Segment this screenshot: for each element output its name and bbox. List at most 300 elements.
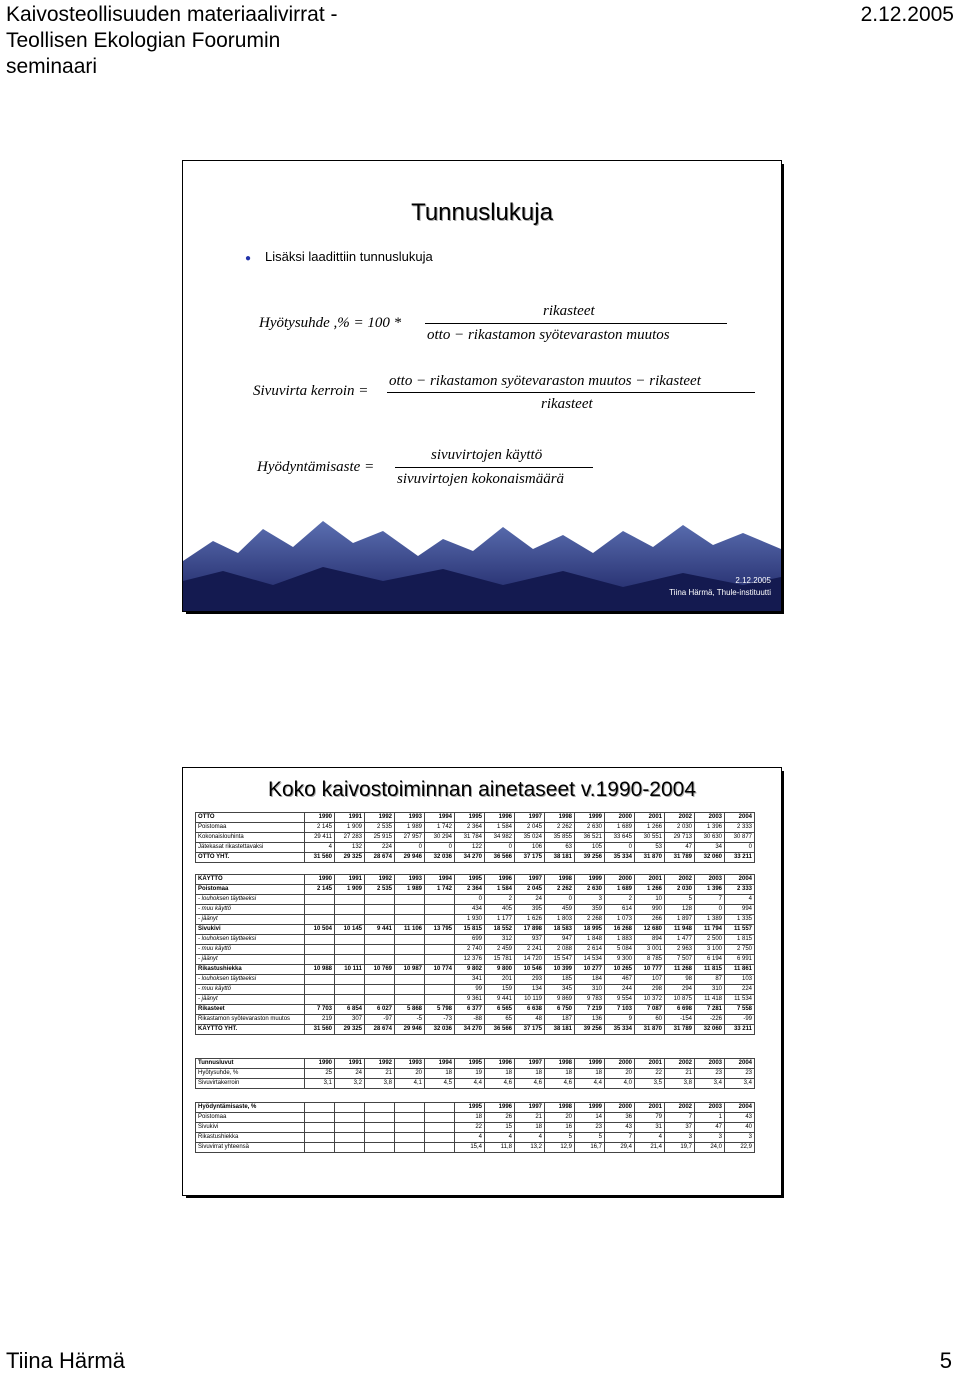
table-cell: 7 219 [575, 1005, 605, 1015]
document-title [6, 2, 337, 80]
table-cell: 5 084 [605, 945, 635, 955]
table-row [196, 843, 755, 853]
table-cell: 10 987 [395, 965, 425, 975]
table-cell [335, 1133, 365, 1143]
table-cell: 3,2 [335, 1079, 365, 1089]
table-cell [335, 1113, 365, 1123]
table-cell [395, 1123, 425, 1133]
table-cell: 13,2 [515, 1143, 545, 1153]
table-cell: 11 106 [395, 925, 425, 935]
row-label: Sivuvirrat yhteensä [196, 1143, 305, 1153]
table-cell: 1 742 [425, 823, 455, 833]
table-cell: 31 870 [635, 1025, 665, 1035]
table-cell [425, 1143, 455, 1153]
table-cell: 1 930 [455, 915, 485, 925]
table-cell: 15 547 [545, 955, 575, 965]
table-cell: 434 [455, 905, 485, 915]
table-cell: 1995 [455, 1103, 485, 1113]
document-title-line-1: Kaivosteollisuuden materiaalivirrat - [6, 3, 338, 26]
table-cell: 1990 [305, 1059, 335, 1069]
table-cell: 6 854 [335, 1005, 365, 1015]
table-cell [395, 985, 425, 995]
table-cell: -73 [425, 1015, 455, 1025]
table-row [196, 823, 755, 833]
table-cell: 24 [335, 1069, 365, 1079]
row-label: - louhoksen täytteeksi [196, 975, 305, 985]
table-cell: 2000 [605, 875, 635, 885]
table-cell: 1994 [425, 1059, 455, 1069]
table-cell: 1997 [515, 813, 545, 823]
table-cell: 345 [545, 985, 575, 995]
table-cell: 9 [605, 1015, 635, 1025]
table-cell: 947 [545, 935, 575, 945]
table-cell: 31 784 [455, 833, 485, 843]
table-cell [305, 1103, 335, 1113]
table-cell: 307 [335, 1015, 365, 1025]
table-cell: 11 861 [725, 965, 755, 975]
table-cell: 30 877 [725, 833, 755, 843]
row-label: Poistomaa [196, 823, 305, 833]
table-cell: 12 680 [635, 925, 665, 935]
table-cell: 3 [665, 1133, 695, 1143]
table-cell: 467 [605, 975, 635, 985]
table-cell: 15 781 [485, 955, 515, 965]
table-cell: 2003 [695, 875, 725, 885]
table-cell: 10 546 [515, 965, 545, 975]
formula-hyodyntamisaste-denominator: sivuvirtojen kokonaismäärä [397, 471, 565, 487]
table-cell: 10 372 [635, 995, 665, 1005]
table-cell: 7 [605, 1133, 635, 1143]
table-cell [395, 895, 425, 905]
table-cell: 1994 [425, 875, 455, 885]
table-row [196, 975, 755, 985]
table-cell: 25 915 [365, 833, 395, 843]
table-cell: 1 073 [605, 915, 635, 925]
table-cell: 12,9 [545, 1143, 575, 1153]
row-label: Kokonaislouhinta [196, 833, 305, 843]
table-cell: 266 [635, 915, 665, 925]
table-cell: 15,4 [455, 1143, 485, 1153]
table-cell: 310 [695, 985, 725, 995]
table-cell: 38 181 [545, 1025, 575, 1035]
table-cell [335, 1123, 365, 1133]
table-cell: 35 334 [605, 853, 635, 863]
table-cell: 6 698 [665, 1005, 695, 1015]
table-cell: 4,6 [485, 1079, 515, 1089]
row-label: Tunnusluvut [196, 1059, 305, 1069]
table-cell: 79 [635, 1113, 665, 1123]
table-cell [395, 915, 425, 925]
table-cell: 1995 [455, 813, 485, 823]
table-cell: 2 364 [455, 885, 485, 895]
table-row [196, 853, 755, 863]
table-cell: 20 [605, 1069, 635, 1079]
table-cell [365, 945, 395, 955]
row-label: - jäänyt [196, 915, 305, 925]
table-cell: -97 [365, 1015, 395, 1025]
table-cell [425, 945, 455, 955]
table-cell: 13 795 [425, 925, 455, 935]
table-cell: 103 [725, 975, 755, 985]
table-cell: 2001 [635, 813, 665, 823]
table-cell: 312 [485, 935, 515, 945]
table-row [196, 965, 755, 975]
table-cell [395, 1133, 425, 1143]
table-cell: 0 [425, 843, 455, 853]
table-cell: 23 [575, 1123, 605, 1133]
table-cell: 1 848 [575, 935, 605, 945]
table-row [196, 925, 755, 935]
table-cell [395, 945, 425, 955]
table-cell [425, 975, 455, 985]
table-cell: 23 [695, 1069, 725, 1079]
table-cell [395, 975, 425, 985]
table-cell: 2 262 [545, 823, 575, 833]
table-cell: 16 268 [605, 925, 635, 935]
table-cell: -154 [665, 1015, 695, 1025]
table-cell: 3 100 [695, 945, 725, 955]
table-cell: 1996 [485, 813, 515, 823]
document-title-line-2: Teollisen Ekologian Foorumin [6, 29, 281, 52]
fraction-line [387, 392, 755, 393]
table-cell: 9 800 [485, 965, 515, 975]
table-cell: 1999 [575, 875, 605, 885]
table-header-row [196, 1059, 755, 1069]
table-cell: 2004 [725, 875, 755, 885]
table-cell: 43 [605, 1123, 635, 1133]
table-cell [335, 1143, 365, 1153]
table-cell: 14 [575, 1113, 605, 1123]
table-cell [335, 955, 365, 965]
table-cell: 2 535 [365, 885, 395, 895]
table-cell: 29 325 [335, 853, 365, 863]
table-cell [305, 1123, 335, 1133]
table-row [196, 935, 755, 945]
table-header-row [196, 813, 755, 823]
row-label: - jäänyt [196, 955, 305, 965]
table-cell: 9 441 [365, 925, 395, 935]
table-cell: 405 [485, 905, 515, 915]
table-cell: 60 [635, 1015, 665, 1025]
table-cell: 29 411 [305, 833, 335, 843]
table-cell: 18 [455, 1113, 485, 1123]
table-cell: 2 045 [515, 885, 545, 895]
table-cell: 2 333 [725, 885, 755, 895]
table-cell [305, 955, 335, 965]
table-cell: 18 [545, 1069, 575, 1079]
table-cell: 2 262 [545, 885, 575, 895]
table-cell: 11 268 [665, 965, 695, 975]
formula-hyotysuhde-denominator: otto − rikastamon syötevaraston muutos [427, 327, 670, 343]
row-label: KÄYTTÖ YHT. [196, 1025, 305, 1035]
table-cell: 3 001 [635, 945, 665, 955]
table-cell: 34 270 [455, 853, 485, 863]
table-cell: 2004 [725, 1059, 755, 1069]
table-cell: 32 036 [425, 1025, 455, 1035]
table-cell: 1997 [515, 1059, 545, 1069]
row-label: Poistomaa [196, 885, 305, 895]
table-cell: 63 [545, 843, 575, 853]
table-cell: 201 [485, 975, 515, 985]
table-cell: 3,8 [365, 1079, 395, 1089]
table-header-row [196, 875, 755, 885]
table-cell: 4,5 [425, 1079, 455, 1089]
table-cell: 1990 [305, 875, 335, 885]
table-cell: 7 281 [695, 1005, 725, 1015]
table-cell: 35 855 [545, 833, 575, 843]
table-cell: 11 815 [695, 965, 725, 975]
table-cell: 1998 [545, 1059, 575, 1069]
table-otto [195, 812, 755, 863]
table-cell [305, 975, 335, 985]
table-cell: 2 364 [455, 823, 485, 833]
table-cell: 459 [545, 905, 575, 915]
table-cell: 184 [575, 975, 605, 985]
table-cell: 10 769 [365, 965, 395, 975]
row-label: - muu käyttö [196, 945, 305, 955]
table-cell: 4 [515, 1133, 545, 1143]
table-cell: 14 720 [515, 955, 545, 965]
table-cell: 32 036 [425, 853, 455, 863]
slide-title: Koko kaivostoiminnan ainetaseet v.1990-2004 [267, 778, 697, 801]
table-cell: 21 [515, 1113, 545, 1123]
table-cell: 1997 [515, 1103, 545, 1113]
table-cell: 0 [545, 895, 575, 905]
table-cell: 1 266 [635, 823, 665, 833]
row-label: Hyötysuhde, % [196, 1069, 305, 1079]
table-cell: 18 [515, 1123, 545, 1133]
table-cell: 9 783 [575, 995, 605, 1005]
table-row [196, 1079, 755, 1089]
table-cell: 1 477 [665, 935, 695, 945]
table-cell: 2003 [695, 1103, 725, 1113]
slide-ainetaseet [182, 767, 782, 1196]
table-cell: 18 995 [575, 925, 605, 935]
table-cell: 10 265 [605, 965, 635, 975]
table-cell: 1 989 [395, 823, 425, 833]
table-cell: 1 [695, 1113, 725, 1123]
table-cell [365, 915, 395, 925]
table-cell [305, 945, 335, 955]
table-cell: 1995 [455, 875, 485, 885]
table-cell: 31 [635, 1123, 665, 1133]
table-row [196, 895, 755, 905]
table-cell: 11 557 [725, 925, 755, 935]
table-cell: 37 175 [515, 853, 545, 863]
table-cell: 1992 [365, 813, 395, 823]
row-label: Jätekasat rikastettavaksi [196, 843, 305, 853]
table-cell: 35 024 [515, 833, 545, 843]
table-cell: 1 897 [665, 915, 695, 925]
table-cell: 5 [545, 1133, 575, 1143]
table-cell: 1 266 [635, 885, 665, 895]
page-number: 5 [939, 1348, 952, 1373]
table-cell [395, 995, 425, 1005]
table-cell: 10 111 [335, 965, 365, 975]
table-cell: 7 [665, 1113, 695, 1123]
table-cell: 1999 [575, 1103, 605, 1113]
table-cell [335, 935, 365, 945]
table-cell: 8 785 [635, 955, 665, 965]
table-cell: 6 194 [695, 955, 725, 965]
table-cell [335, 945, 365, 955]
table-cell: 1999 [575, 813, 605, 823]
table-cell: 18 [485, 1069, 515, 1079]
table-cell: 2002 [665, 875, 695, 885]
table-row [196, 1143, 755, 1153]
table-cell: 1992 [365, 1059, 395, 1069]
table-cell: 1993 [395, 813, 425, 823]
table-cell: 1998 [545, 1103, 575, 1113]
table-cell [335, 895, 365, 905]
table-cell: 3,5 [635, 1079, 665, 1089]
row-label: - jäänyt [196, 995, 305, 1005]
row-label: Sivukivi [196, 1123, 305, 1133]
table-cell: 310 [575, 985, 605, 995]
table-cell: 4,4 [575, 1079, 605, 1089]
table-tunnusluvut [195, 1058, 755, 1089]
table-cell [425, 955, 455, 965]
table-cell: 3,4 [695, 1079, 725, 1089]
table-cell: 48 [515, 1015, 545, 1025]
table-cell: 2003 [695, 813, 725, 823]
table-cell: 2 [605, 895, 635, 905]
table-cell: 36 521 [575, 833, 605, 843]
table-cell: 33 211 [725, 853, 755, 863]
table-cell [305, 995, 335, 1005]
table-cell: 294 [665, 985, 695, 995]
table-cell: 14 534 [575, 955, 605, 965]
table-cell [365, 1133, 395, 1143]
table-row [196, 955, 755, 965]
table-cell: 185 [545, 975, 575, 985]
table-row [196, 905, 755, 915]
table-cell [335, 995, 365, 1005]
table-cell: 2004 [725, 813, 755, 823]
table-cell: 2000 [605, 1059, 635, 1069]
table-cell: 298 [635, 985, 665, 995]
table-cell: 10 875 [665, 995, 695, 1005]
table-cell: 4,0 [605, 1079, 635, 1089]
table-cell: 15 815 [455, 925, 485, 935]
table-cell: 11 418 [695, 995, 725, 1005]
table-cell: 9 361 [455, 995, 485, 1005]
table-cell: 39 256 [575, 1025, 605, 1035]
table-cell: 3 [575, 895, 605, 905]
table-cell: 4,4 [455, 1079, 485, 1089]
table-cell [305, 905, 335, 915]
table-cell: 0 [695, 905, 725, 915]
table-cell: 2 750 [725, 945, 755, 955]
table-cell: 122 [455, 843, 485, 853]
table-cell: -99 [725, 1015, 755, 1025]
table-cell [395, 1143, 425, 1153]
table-cell: 4,6 [515, 1079, 545, 1089]
table-cell: 2 045 [515, 823, 545, 833]
table-cell: 32 060 [695, 1025, 725, 1035]
table-cell: 30 630 [695, 833, 725, 843]
document-date: 2.12.2005 [860, 3, 954, 26]
row-label: OTTO YHT. [196, 853, 305, 863]
table-row [196, 833, 755, 843]
table-cell [395, 1103, 425, 1113]
row-label: - muu käyttö [196, 985, 305, 995]
row-label: - louhoksen täytteeksi [196, 935, 305, 945]
table-cell [365, 905, 395, 915]
table-cell: 0 [605, 843, 635, 853]
table-cell: 3 [695, 1133, 725, 1143]
table-cell: 9 869 [545, 995, 575, 1005]
table-cell: 11 948 [665, 925, 695, 935]
table-cell: 1991 [335, 875, 365, 885]
row-label: Rikastushiekka [196, 1133, 305, 1143]
table-cell: 293 [515, 975, 545, 985]
table-cell [305, 1143, 335, 1153]
table-cell: 7 507 [665, 955, 695, 965]
table-cell: 2 630 [575, 885, 605, 895]
table-cell: 40 [725, 1123, 755, 1133]
footer-author: Tiina Härmä [6, 1348, 125, 1373]
table-cell: 98 [665, 975, 695, 985]
table-cell [365, 975, 395, 985]
table-cell: 15 [485, 1123, 515, 1133]
table-cell: 2 963 [665, 945, 695, 955]
table-cell: 1 909 [335, 885, 365, 895]
slide-tunnuslukuja [182, 160, 782, 612]
table-cell: 31 560 [305, 853, 335, 863]
table-cell: 22 [635, 1069, 665, 1079]
table-cell: 106 [515, 843, 545, 853]
table-cell: 244 [605, 985, 635, 995]
table-cell: 2000 [605, 1103, 635, 1113]
table-cell: 24 [515, 895, 545, 905]
table-cell: 614 [605, 905, 635, 915]
table-cell: 1990 [305, 813, 335, 823]
table-cell: 187 [545, 1015, 575, 1025]
table-cell: 53 [635, 843, 665, 853]
table-cell: 1995 [455, 1059, 485, 1069]
table-row [196, 1123, 755, 1133]
table-cell: 18 552 [485, 925, 515, 935]
table-cell: 16 [545, 1123, 575, 1133]
table-cell: 1993 [395, 1059, 425, 1069]
table-cell: 36 [605, 1113, 635, 1123]
table-cell [335, 915, 365, 925]
table-cell: 7 [695, 895, 725, 905]
table-cell: 4 [635, 1133, 665, 1143]
table-cell [395, 935, 425, 945]
table-cell: 2001 [635, 1059, 665, 1069]
table-cell: 11 534 [725, 995, 755, 1005]
table-cell: 20 [545, 1113, 575, 1123]
table-cell [425, 985, 455, 995]
formula-hyotysuhde-numerator: rikasteet [543, 303, 595, 319]
table-cell: 1998 [545, 813, 575, 823]
row-label: KÄYTTÖ [196, 875, 305, 885]
table-cell: 2001 [635, 875, 665, 885]
table-cell: 27 283 [335, 833, 365, 843]
table-cell: 4,6 [545, 1079, 575, 1089]
table-cell: 2 268 [575, 915, 605, 925]
table-cell: 7 103 [605, 1005, 635, 1015]
table-cell: 5 [665, 895, 695, 905]
table-cell: 1 389 [695, 915, 725, 925]
table-cell: 0 [485, 843, 515, 853]
row-label: Rikasteet [196, 1005, 305, 1015]
table-cell: 2 030 [665, 885, 695, 895]
table-cell: 2002 [665, 813, 695, 823]
table-cell: 7 087 [635, 1005, 665, 1015]
